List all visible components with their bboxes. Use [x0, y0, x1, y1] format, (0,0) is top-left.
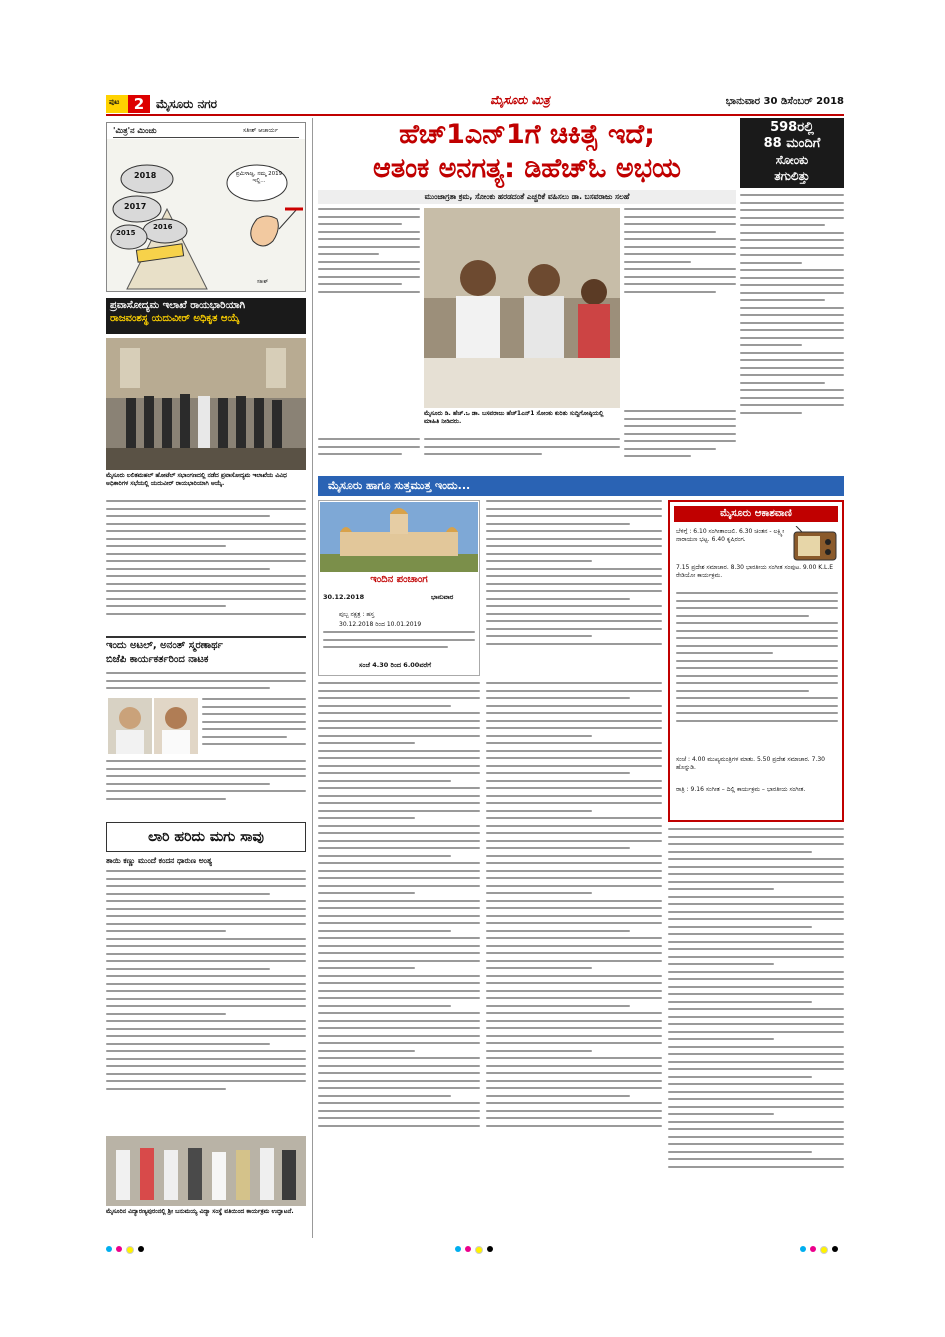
stat-box [740, 118, 844, 188]
royal-headline-box [106, 298, 306, 334]
stat-box-line-2: 88 ಮಂದಿಗೆ [763, 136, 821, 151]
page-number: 2 [128, 95, 150, 113]
lorry-headline: ಲಾರಿ ಹರಿದು ಮಗು ಸಾವು [106, 822, 306, 852]
header-rule [106, 114, 844, 116]
lead-col-3b [624, 410, 736, 472]
royal-body [106, 500, 306, 630]
lead-col-1 [318, 208, 420, 408]
panchanga-date: 30.12.2018 [323, 593, 365, 601]
lead-photo-caption: ಮೈಸೂರು ಡಿ. ಹೆಚ್.ಒ ಡಾ. ಬಸವರಾಜು ಹೆಚ್1ಎನ್1 ಸೋಂಕು ಕುರಿತು ಸುದ್ದಿಗೋಷ್ಠಿಯಲ್ಲಿ ಮಾಹಿತಿ ನೀಡಿದರು. [424, 410, 604, 425]
panchanga-day: ಭಾನುವಾರ [431, 593, 454, 601]
drama-body-top [106, 672, 306, 698]
panchanga-rahukala: ಸಂಜೆ 4.30 ರಿಂದ 6.00ವರೆಗೆ [359, 661, 431, 669]
cartoon-year-4: 2016 [153, 223, 173, 231]
panchanga-range: 30.12.2018 ರಿಂದ 10.01.2019 [339, 621, 422, 628]
registration-marks-right [800, 1246, 838, 1254]
lead-headline-2: ಆತಂಕ ಅನಗತ್ಯ: ಡಿಹೆಚ್‌ಓ ಅಭಯ [373, 153, 681, 184]
radio-line-4: ರಾತ್ರಿ : 9.16 ಸಂಗೀತ – ದಿಲ್ಲಿ ಕಾರ್ಯಕ್ರಮ – ಭಾರತೀಯ ಸಂಗೀತ. [676, 786, 806, 793]
page-label-box [106, 95, 128, 113]
royal-caption: ಮೈಸೂರು ಲಲಿತಮಹಲ್ ಹೋಟೆಲ್ ಸಭಾಂಗಣದಲ್ಲಿ ನಡೆದ ಪ್ರವಾಸೋದ್ಯಮ ಇಲಾಖೆಯ ವಿವಿಧ ಅಧಿಕಾರಿಗಳ ಸಭೆಯಲ್ಲಿ ಯದುವೀರ್ ರಾಯಭಾರಿಯಾಗಿ ಆಯ್ಕೆ. [106, 472, 287, 487]
panchanga-title: ಇಂದಿನ ಪಂಚಾಂಗ [370, 574, 428, 585]
palace-photo [320, 502, 478, 572]
cartoon-signature: ಸತೀಶ್ [257, 279, 269, 285]
royal-headline-2: ರಾಜವಂಶಸ್ಥ ಯದುವೀರ್ ಅಧಿಕೃತ ಆಯ್ಕೆ [110, 313, 240, 324]
drama-rule [106, 636, 306, 638]
lead-col-3 [624, 208, 736, 408]
cartoon-credit: ಸತೀಶ್ ಆಚಾರ್ಯ [243, 127, 278, 134]
radio-body [676, 592, 838, 752]
cartoon-drawing [107, 139, 305, 291]
events-col-2 [486, 682, 662, 1238]
stat-box-line-1: 598ರಲ್ಲಿ [770, 120, 814, 135]
radio-line-2: 7.15 ಪ್ರದೇಶ ಸಮಾಚಾರ. 8.30 ಭಾರತೀಯ ಸಂಗೀತ ಸಂಪುಟ. 9.00 K.L.E ರೇಡಿಯೋ ಕಾರ್ಯಕ್ರಮ. [676, 564, 834, 579]
stat-box-line-3: ಸೋಂಕು [775, 153, 809, 167]
events-bar: ಮೈಸೂರು ಹಾಗೂ ಸುತ್ತಮುತ್ತ ಇಂದು... [318, 476, 844, 496]
bottom-left-photo [106, 1136, 306, 1206]
cartoon-speech-bubble: ಪ್ರಮಿಳಾಜ್ಜ, ನಮ್ಮ 2019 ಇಲ್ಲಿ... [235, 171, 283, 184]
radio-line-1: ಬೆಳಿಗ್ಗೆ : 6.10 ಸಂಗೀತಾಂಜಲಿ. 6.30 ಚಿಂತನ - ಲಕ್ಷ್ಮೀ ನಾರಾಯಣ ಭಟ್ಟ. 6.40 ಕೃಷಿರಂಗ. [676, 528, 785, 543]
panchanga-body [323, 631, 475, 655]
masthead: ಮೈಸೂರು ಮಿತ್ರ [490, 93, 550, 107]
stat-box-body [740, 194, 844, 472]
cartoon-rule [113, 137, 299, 138]
radio-icon [792, 526, 838, 562]
events-col-2-top [486, 500, 662, 676]
lead-photo [424, 208, 620, 408]
bottom-left-caption: ಮೈಸೂರಿನ ವಿದ್ಯಾರಣ್ಯಪುರಂನಲ್ಲಿ ಶ್ರೀ ಬನುಮಯ್ಯ ವಿದ್ಯಾ ಸಂಸ್ಥೆ ವತಿಯಿಂದ ಕಾರ್ಯಕ್ರಮ ಉದ್ಘಾಟನೆ. [106, 1208, 294, 1215]
radio-box [668, 500, 844, 822]
events-col-1 [318, 682, 480, 1238]
royal-headline-1: ಪ್ರವಾಸೋದ್ಯಮ ಇಲಾಖೆ ರಾಯಭಾರಿಯಾಗಿ [110, 300, 246, 311]
drama-headline-1: ಇಂದು ಅಟಲ್, ಅನಂತ್ ಸ್ಮರಣಾರ್ಥ [106, 640, 223, 651]
panchanga-nakshatra: ಪುಬ್ಬ ನಕ್ಷತ್ರ : ಹಸ್ತ [339, 611, 375, 618]
radio-title: ಮೈಸೂರು ಆಕಾಶವಾಣಿ [674, 506, 838, 522]
cartoon-title: 'ಮಿತ್ರ'ನ ಮಿಂಚು [113, 126, 157, 135]
registration-marks-center [455, 1246, 493, 1254]
column-divider [312, 118, 313, 1238]
drama-headline-2: ಬಿಜೆಪಿ ಕಾರ್ಯಕರ್ತರಿಂದ ನಾಟಕ [106, 654, 209, 665]
section-title: ಮೈಸೂರು ನಗರ [156, 97, 218, 111]
lead-col-1b [318, 438, 420, 472]
royal-photo [106, 338, 306, 470]
radio-line-3: ಸಂಜೆ : 4.00 ಮುಖ್ಯಮಂತ್ರಿಗಳ ಮಾತು. 5.50 ಪ್ರದೇಶ ಸಮಾಚಾರ. 7.30 ಹೊನ್ನುಡಿ. [676, 756, 825, 771]
cartoon-panel [106, 122, 306, 292]
drama-body-bottom [106, 760, 306, 818]
lead-subhead: ಮುಂಜಾಗ್ರತಾ ಕ್ರಮ, ಸೋಂಕು ಹರಡದಂತೆ ಎಚ್ಚರಿಕೆ ವಹಿಸಲು ಡಾ. ಬಸವರಾಜು ಸಲಹೆ [318, 190, 736, 204]
lead-headline-1: ಹೆಚ್1ಎನ್1ಗೆ ಚಿಕಿತ್ಸೆ ಇದೆ; [399, 119, 655, 150]
cartoon-year-1: 2018 [134, 171, 157, 180]
cartoon-year-2: 2017 [124, 202, 147, 211]
header-date: ಭಾನುವಾರ 30 ಡಿಸೆಂಬರ್ 2018 [725, 96, 844, 107]
panchanga-box [318, 500, 480, 676]
stat-box-line-4: ತಗುಲಿತ್ತು [774, 169, 810, 183]
lead-col-2b [424, 438, 620, 472]
ananth-photo [154, 698, 198, 754]
page-label: ಪುಟ [109, 98, 120, 106]
lorry-body [106, 870, 306, 1130]
cartoon-year-3: 2015 [116, 229, 136, 237]
drama-body-side [202, 698, 306, 758]
lorry-subhead: ತಾಯಿ ಕಣ್ಣು ಮುಂದೆ ಕಂದನ ಧಾರುಣ ಅಂತ್ಯ [106, 856, 213, 865]
registration-marks-left [106, 1246, 144, 1254]
events-col-3 [668, 828, 844, 1238]
atal-photo [108, 698, 152, 754]
